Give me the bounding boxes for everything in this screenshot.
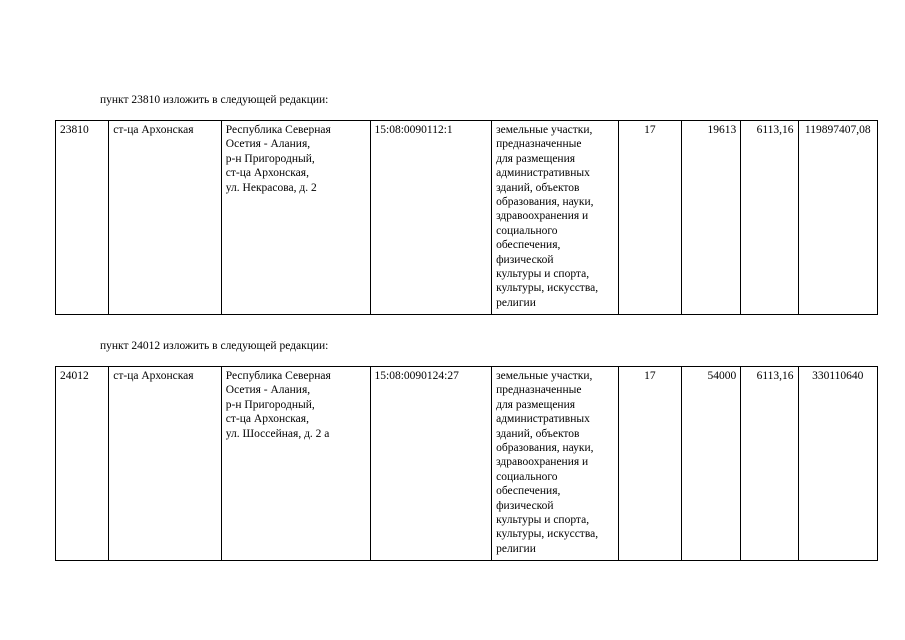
section-intro-24012: пункт 24012 изложить в следующей редакции: [100, 340, 329, 352]
cell-rate: 6113,16 [741, 367, 798, 561]
cell-area: 54000 [682, 367, 741, 561]
cell-code: 17 [618, 121, 681, 315]
cell-cadastral-number: 15:08:0090124:27 [370, 367, 492, 561]
cell-number: 24012 [56, 367, 109, 561]
cell-cadastral-number: 15:08:0090112:1 [370, 121, 492, 315]
table-row [56, 367, 878, 561]
cell-rate: 6113,16 [741, 121, 798, 315]
cell-locality: ст-ца Архонская [109, 121, 222, 315]
record-table-24012 [55, 366, 878, 561]
cell-land-use: земельные участки, предназначенные для размещения административных зданий, объектов образования, науки, здравоохранения и социального обеспечения, физической культуры и спорта, культуры, искусства, религии [492, 367, 619, 561]
table-row [56, 121, 878, 315]
cell-address: Республика Северная Осетия - Алания, р-н Пригородный, ст-ца Архонская, ул. Шоссейная, д. 2 а [221, 367, 370, 561]
section-intro-23810: пункт 23810 изложить в следующей редакции: [100, 94, 329, 106]
cell-code: 17 [618, 367, 681, 561]
cell-cadastral-value: 119897407,08 [798, 121, 877, 315]
cell-number: 23810 [56, 121, 109, 315]
record-table-23810 [55, 120, 878, 315]
cell-cadastral-value: 330110640 [798, 367, 877, 561]
cell-locality: ст-ца Архонская [109, 367, 222, 561]
cell-land-use: земельные участки, предназначенные для размещения административных зданий, объектов образования, науки, здравоохранения и социального обеспечения, физической культуры и спорта, культуры, искусства, религии [492, 121, 619, 315]
cell-address: Республика Северная Осетия - Алания, р-н Пригородный, ст-ца Архонская, ул. Некрасова, д. 2 [221, 121, 370, 315]
cell-area: 19613 [682, 121, 741, 315]
